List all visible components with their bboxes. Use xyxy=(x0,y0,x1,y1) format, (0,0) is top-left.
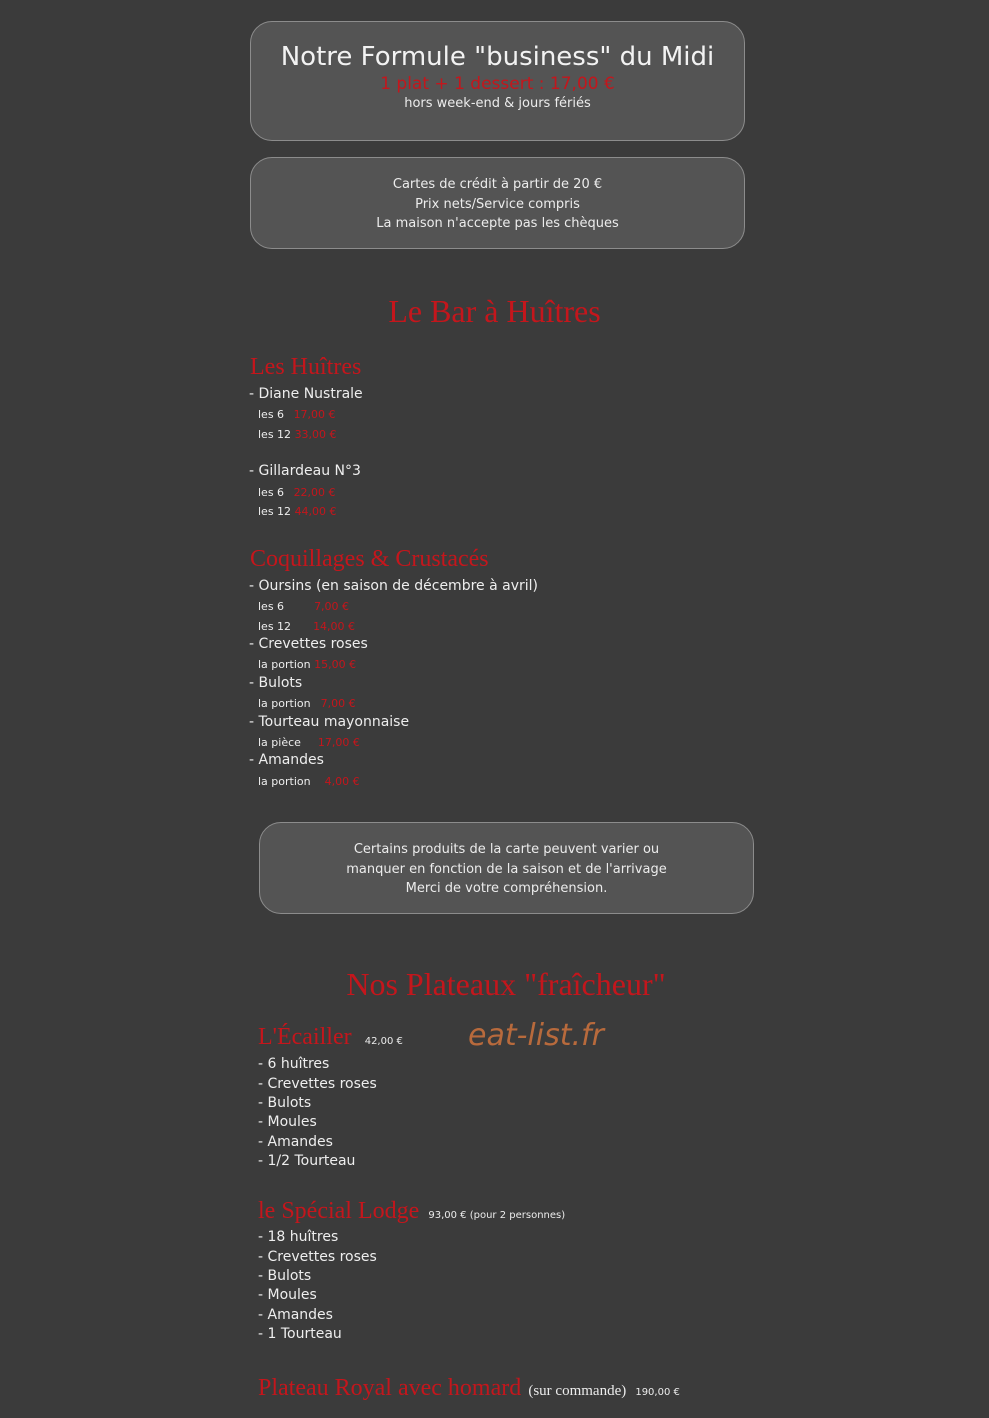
quantity: les 12 xyxy=(258,620,292,633)
menu-item: - Gillardeau N°3 xyxy=(249,463,361,479)
list-item: - Bulots xyxy=(258,1095,312,1111)
watermark: eat-list.fr xyxy=(468,1018,604,1053)
info-line: La maison n'accepte pas les chèques xyxy=(376,216,619,231)
special-title: le Spécial Lodge xyxy=(258,1198,420,1224)
list-item: - Moules xyxy=(258,1287,317,1303)
price: 14,00 € xyxy=(313,620,356,633)
price: 17,00 € xyxy=(293,408,336,421)
quantity: la portion xyxy=(258,697,311,710)
price-row xyxy=(258,428,337,441)
list-item: - Amandes xyxy=(258,1134,333,1150)
list-item: - Amandes xyxy=(258,1307,333,1323)
quantity: la pièce xyxy=(258,736,301,749)
price: 4,00 € xyxy=(324,775,360,788)
price-row xyxy=(258,775,360,788)
formule-note: hors week-end & jours fériés xyxy=(404,96,591,111)
list-item: - Crevettes roses xyxy=(258,1249,377,1265)
price-row xyxy=(258,736,360,749)
info-line: Cartes de crédit à partir de 20 € xyxy=(392,177,603,192)
plateaux-title: Nos Plateaux "fraîcheur" xyxy=(346,966,666,1002)
notice-line: manquer en fonction de la saison et de l'arrivage xyxy=(346,861,667,877)
price-row xyxy=(258,658,356,671)
list-item: - Moules xyxy=(258,1114,317,1130)
huitres-title: Les Huîtres xyxy=(250,354,362,380)
payment-info-box xyxy=(250,157,745,249)
price: 22,00 € xyxy=(293,486,336,499)
price: 15,00 € xyxy=(314,658,357,671)
menu-item: - Bulots xyxy=(249,675,303,691)
quantity: la portion xyxy=(258,775,311,788)
notice-line: Merci de votre compréhension. xyxy=(405,881,608,896)
royal-title: Plateau Royal avec homard xyxy=(258,1375,522,1401)
price: 7,00 € xyxy=(314,600,350,613)
menu-item: - Oursins (en saison de décembre à avril) xyxy=(249,578,538,594)
notice-line: Certains produits de la carte peuvent varier ou xyxy=(353,842,660,857)
quantity: les 12 xyxy=(258,428,292,441)
menu-item: - Amandes xyxy=(249,752,324,768)
notice-box xyxy=(259,822,754,914)
menu-item: - Diane Nustrale xyxy=(249,386,363,402)
price: 33,00 € xyxy=(294,428,337,441)
info-line: Prix nets/Service compris xyxy=(415,196,580,212)
special-heading xyxy=(258,1198,565,1225)
quantity: les 6 xyxy=(258,600,285,613)
quantity: les 6 xyxy=(258,408,285,421)
quantity: la portion xyxy=(258,658,311,671)
ecailler-title: L'Écailler xyxy=(258,1024,352,1050)
ecailler-price: 42,00 € xyxy=(364,1036,403,1047)
quantity: les 6 xyxy=(258,486,285,499)
royal-price: 190,00 € xyxy=(635,1387,680,1398)
formule-title: Notre Formule "business" du Midi xyxy=(280,42,715,72)
list-item: - Crevettes roses xyxy=(258,1076,377,1092)
list-item: - Bulots xyxy=(258,1268,312,1284)
price: 17,00 € xyxy=(317,736,360,749)
price: 44,00 € xyxy=(294,505,337,518)
royal-heading xyxy=(258,1375,680,1402)
price-row xyxy=(258,408,336,421)
coquillages-title: Coquillages & Crustacés xyxy=(250,546,489,572)
price-row xyxy=(258,600,349,613)
formule-box xyxy=(250,21,745,141)
menu-item: - Crevettes roses xyxy=(249,636,368,652)
quantity: les 12 xyxy=(258,505,292,518)
price-row xyxy=(258,505,337,518)
formule-offer: 1 plat + 1 dessert : 17,00 € xyxy=(380,74,615,94)
ecailler-heading xyxy=(258,1024,403,1051)
price-row xyxy=(258,486,336,499)
list-item: - 6 huîtres xyxy=(258,1056,330,1072)
list-item: - 1 Tourteau xyxy=(258,1326,342,1342)
price: 7,00 € xyxy=(320,697,356,710)
royal-note: (sur commande) xyxy=(528,1383,627,1399)
menu-item: - Tourteau mayonnaise xyxy=(249,714,410,730)
list-item: - 1/2 Tourteau xyxy=(258,1153,356,1169)
price-row xyxy=(258,697,356,710)
price-row xyxy=(258,620,355,633)
bar-title: Le Bar à Huîtres xyxy=(388,293,601,329)
list-item: - 18 huîtres xyxy=(258,1229,339,1245)
special-price: 93,00 € (pour 2 personnes) xyxy=(428,1210,566,1221)
